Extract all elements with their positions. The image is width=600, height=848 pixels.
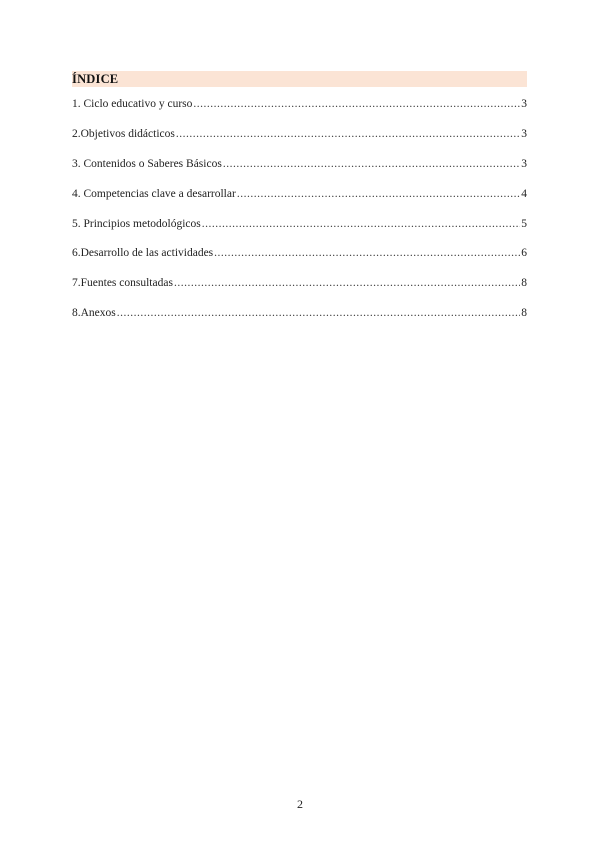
toc-entry-title: 4. Competencias clave a desarrollar — [72, 187, 236, 200]
toc-entry-title: 6.Desarrollo de las actividades — [72, 247, 214, 260]
toc-entry[interactable] — [72, 157, 527, 187]
toc-entry-page: 8 — [521, 307, 527, 320]
toc-heading: ÍNDICE — [72, 71, 527, 87]
toc-dot-leader — [214, 246, 520, 260]
toc-entry[interactable] — [72, 187, 527, 217]
toc-dot-leader — [176, 127, 520, 141]
toc-entry[interactable] — [72, 97, 527, 127]
toc-dot-leader — [237, 187, 520, 201]
toc-entry[interactable] — [72, 246, 527, 276]
toc-entry-title: 7.Fuentes consultadas — [72, 277, 173, 290]
toc-entry-title: 2.Objetivos didácticos — [72, 127, 175, 140]
page-number: 2 — [297, 797, 303, 811]
toc-dot-leader — [174, 276, 520, 290]
toc-entry-title: 8.Anexos — [72, 307, 116, 320]
toc-entry-title: 5. Principios metodológicos — [72, 217, 201, 230]
toc-entry-page: 3 — [521, 157, 527, 170]
toc-entry[interactable] — [72, 276, 527, 306]
toc-entry-page: 3 — [521, 127, 527, 140]
toc-dot-leader — [117, 306, 520, 320]
toc-list — [72, 97, 527, 336]
toc-entry[interactable] — [72, 127, 527, 157]
toc-dot-leader — [202, 217, 521, 231]
toc-entry-page: 6 — [521, 247, 527, 260]
toc-dot-leader — [193, 97, 520, 111]
toc-entry-title: 1. Ciclo educativo y curso — [72, 98, 193, 110]
toc-entry-page: 8 — [521, 277, 527, 290]
toc-entry-page: 5 — [521, 217, 527, 230]
toc-entry-title: 3. Contenidos o Saberes Básicos — [72, 157, 222, 170]
toc-dot-leader — [223, 157, 520, 171]
toc-entry-page: 3 — [521, 98, 527, 110]
toc-entry-page: 4 — [521, 187, 527, 200]
toc-entry[interactable] — [72, 217, 527, 247]
toc-entry[interactable] — [72, 306, 527, 336]
